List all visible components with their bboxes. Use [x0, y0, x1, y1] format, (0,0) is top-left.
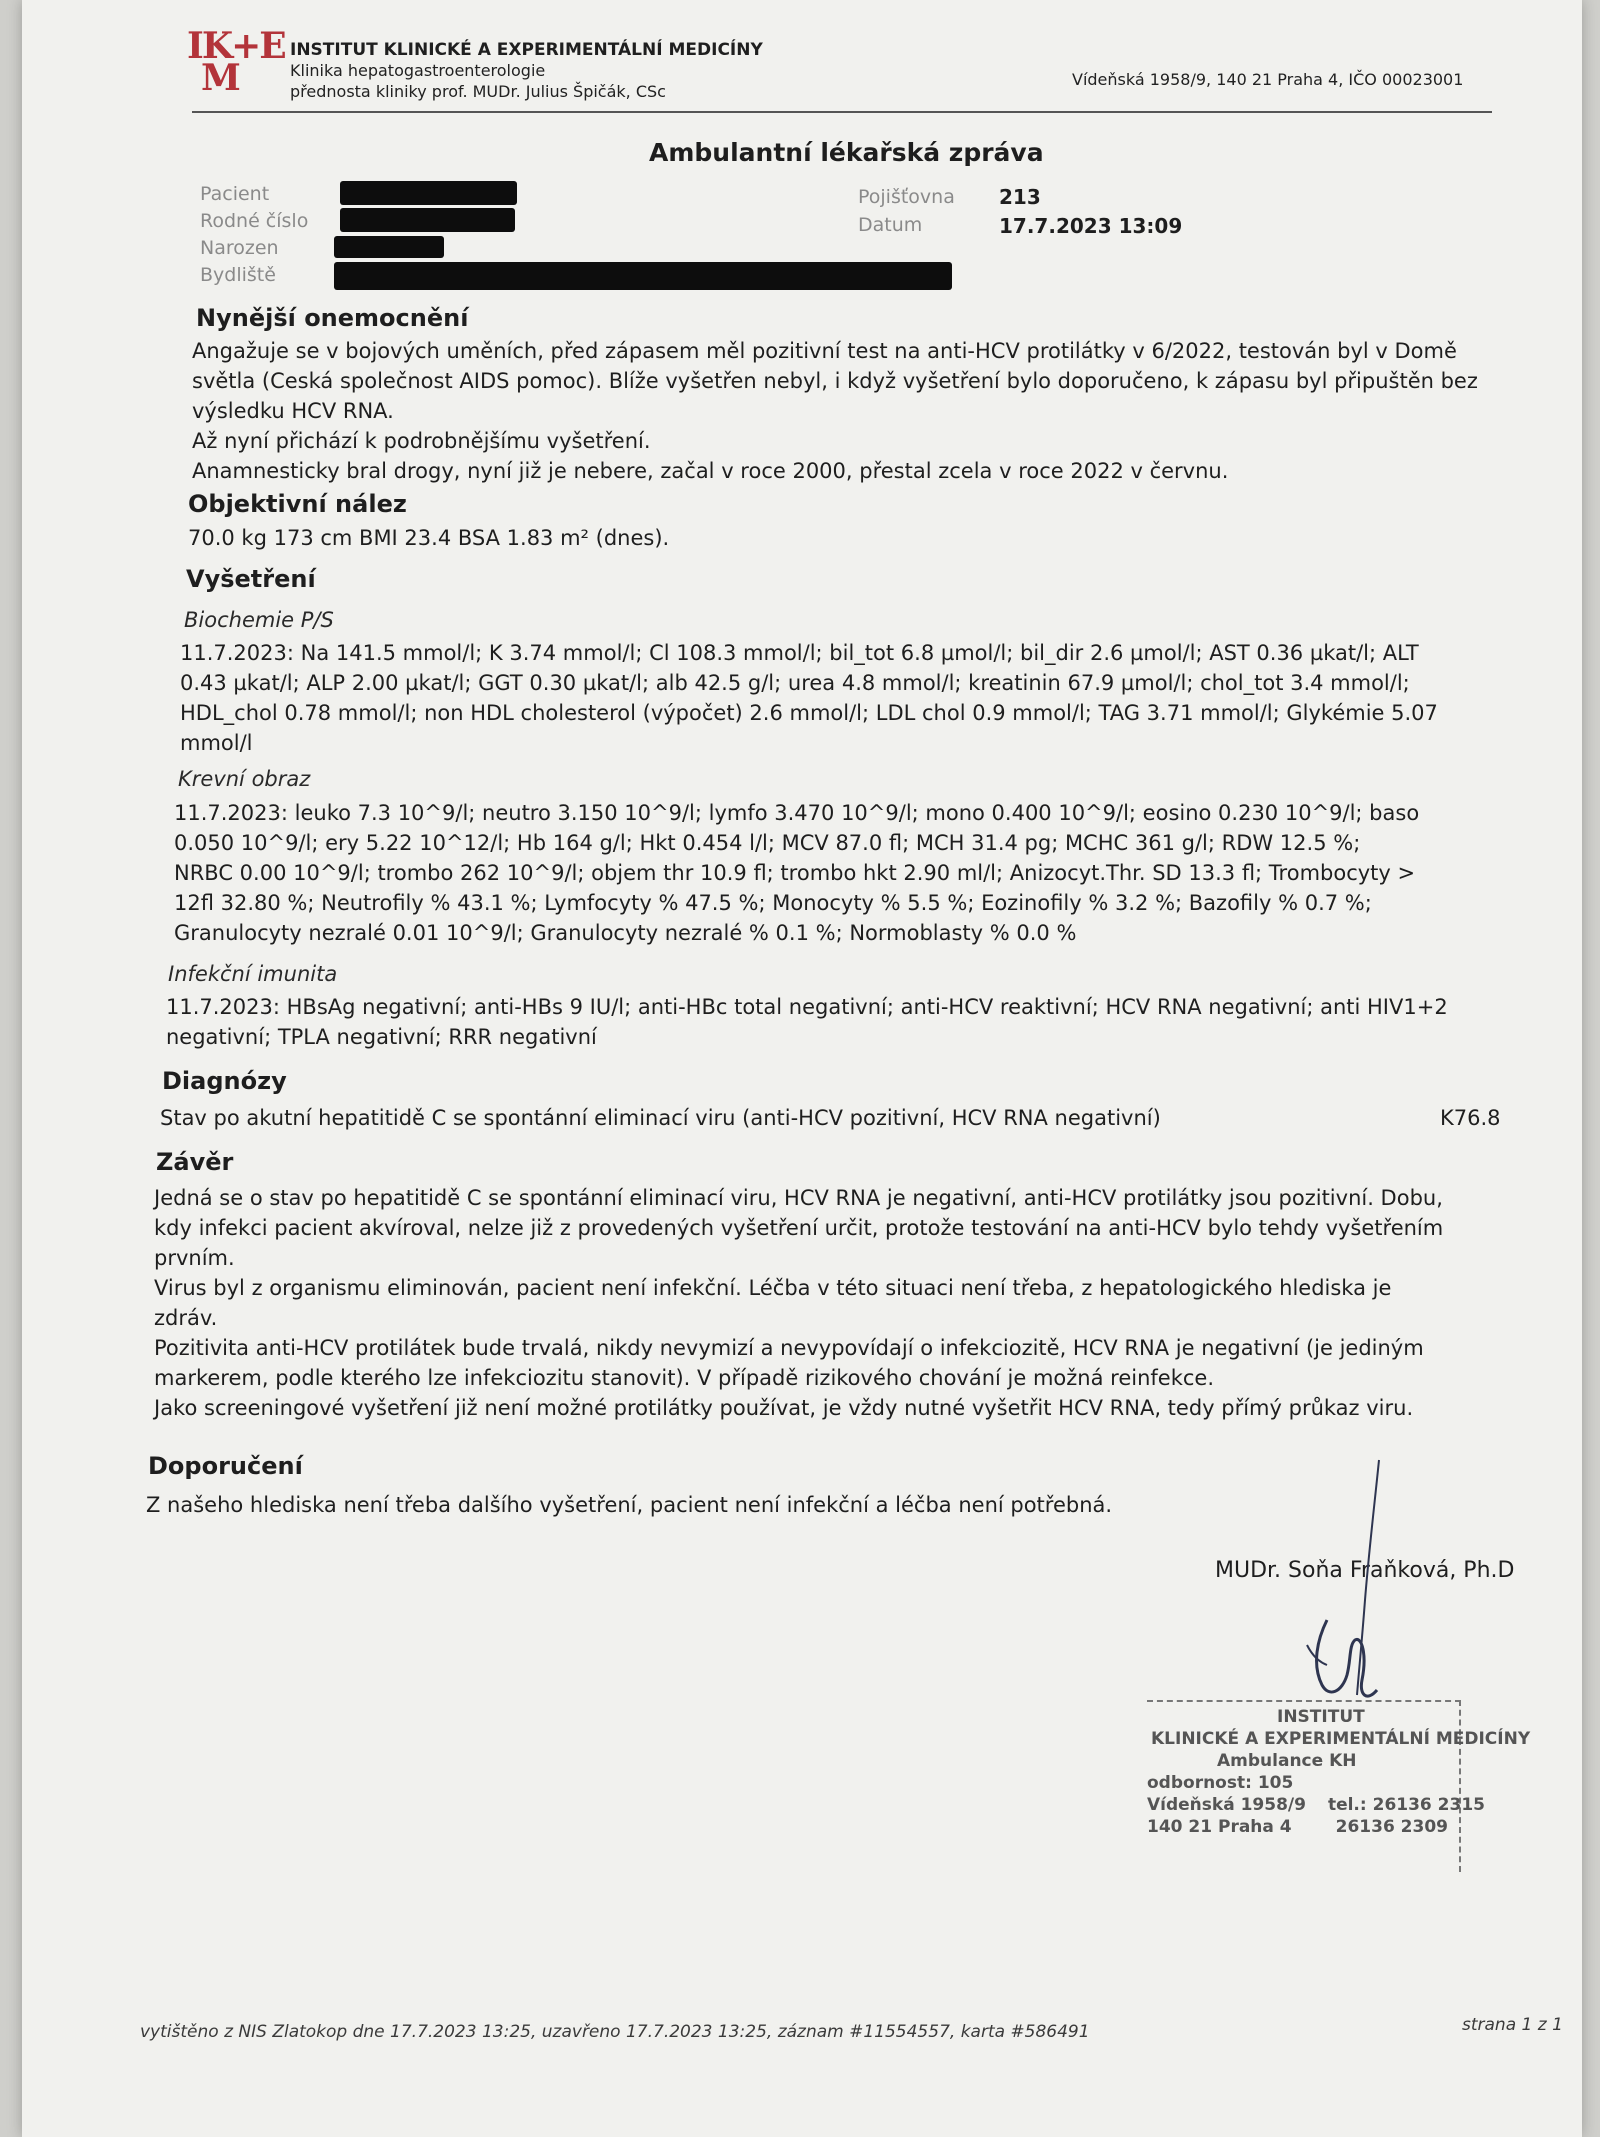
objective-heading: Objektivní nález: [188, 490, 407, 518]
conclusion-heading: Závěr: [156, 1148, 234, 1176]
ikem-logo: IK+E M: [187, 25, 285, 99]
objective-text: 70.0 kg 173 cm BMI 23.4 BSA 1.83 m² (dnes).: [188, 526, 670, 550]
institution-stamp: INSTITUT KLINICKÉ A EXPERIMENTÁLNÍ MEDICÍNY Ambulance KH odbornost: 105 Vídeňská 1958/9 tel.: 26136 2315 140 21 Praha 4 26136 2309: [1147, 1700, 1461, 1872]
conclusion-text: Jedná se o stav po hepatitidě C se spontánní eliminací viru, HCV RNA je negativní, anti-HCV protilátky jsou pozitivní. Dobu, kdy infekci pacient akvíroval, nelze již z provedených vyšetření určit, protože testování na anti-HCV bylo tehdy vyšetřením prvním. Virus byl z organismu eliminován, pacient není infekční. Léčba v této situaci není třeba, z hepatologického hlediska je zdráv. Pozitivita anti-HCV protilátek bude trvalá, nikdy nevymizí a nevypovídají o infekciozitě, HCV RNA je negativní (je jediným markerem, podle kterého lze infekciozitu stanovit). V případě rizikového chování je možná reinfekce. Jako screeningové vyšetření již není možné protilátky používat, je vždy nutné vyšetřit HCV RNA, tedy přímý průkaz viru.: [154, 1186, 1444, 1420]
doctor-name: MUDr. Soňa Fraňková, Ph.D: [1215, 1558, 1515, 1583]
date-value: 17.7.2023 13:09: [999, 214, 1183, 238]
patient-label: Pacient: [200, 183, 270, 205]
diagnoses-heading: Diagnózy: [162, 1067, 287, 1095]
blood-count-results: 11.7.2023: leuko 7.3 10^9/l; neutro 3.150 10^9/l; lymfo 3.470 10^9/l; mono 0.400 10^9/l; eosino 0.230 10^9/l; baso 0.050 10^9/l; ery 5.22 10^12/l; Hb 164 g/l; Hkt 0.454 l/l; MCV 87.0 fl; MCH 31.4 pg; MCHC 361 g/l; RDW 12.5 %; NRBC 0.00 10^9/l; trombo 262 10^9/l; objem thr 10.9 fl; trombo hkt 2.90 ml/l; Anizocyt.Thr. SD 13.3 fl; Trombocyty > 12fl 32.80 %; Neutrofily % 43.1 %; Lymfocyty % 47.5 %; Monocyty % 5.5 %; Eozinofily % 3.2 %; Bazofily % 0.7 %; Granulocyty nezralé 0.01 10^9/l; Granulocyty nezralé % 0.1 %; Normoblasty % 0.0 %: [174, 801, 1420, 945]
immunity-results: 11.7.2023: HBsAg negativní; anti-HBs 9 IU/l; anti-HBc total negativní; anti-HCV reaktivní; HCV RNA negativní; anti HIV1+2 negativní; TPLA negativní; RRR negativní: [166, 995, 1448, 1049]
date-label: Datum: [858, 214, 923, 236]
recommendation-heading: Doporučení: [148, 1452, 303, 1480]
biochemistry-results: 11.7.2023: Na 141.5 mmol/l; K 3.74 mmol/l; Cl 108.3 mmol/l; bil_tot 6.8 µmol/l; bil_dir 2.6 µmol/l; AST 0.36 µkat/l; ALT 0.43 µkat/l; ALP 2.00 µkat/l; GGT 0.30 µkat/l; alb 42.5 g/l; urea 4.8 mmol/l; kreatinin 67.9 µmol/l; chol_tot 3.4 mmol/l; HDL_chol 0.78 mmol/l; non HDL cholesterol (výpočet) 2.6 mmol/l; LDL chol 0.9 mmol/l; TAG 3.71 mmol/l; Glykémie 5.07 mmol/l: [180, 641, 1438, 755]
immunity-label: Infekční imunita: [168, 962, 338, 986]
current-illness-text: Angažuje se v bojových uměních, před zápasem měl pozitivní test na anti-HCV protilátky v 6/2022, testován byl v Domě světla (Ceská společnost AIDS pomoc). Blíže vyšetřen nebyl, i když vyšetření bylo doporučeno, k zápasu byl připuštěn bez výsledku HCV RNA. Až nyní přichází k podrobnějšímu vyšetření. Anamnesticky bral drogy, nyní již je nebere, začal v roce 2000, přestal zcela v roce 2022 v červnu.: [192, 339, 1478, 483]
report-page: [22, 0, 1582, 2137]
redacted-birth-date: [334, 236, 444, 258]
clinic-head: přednosta kliniky prof. MUDr. Julius Špičák, CSc: [290, 82, 666, 101]
blood-count-label: Krevní obraz: [178, 767, 311, 791]
insurance-label: Pojišťovna: [858, 186, 955, 208]
residence-label: Bydliště: [200, 264, 276, 286]
handwritten-signature: [1267, 1440, 1407, 1740]
diagnosis-code: K76.8: [1440, 1106, 1501, 1130]
page-number: strana 1 z 1: [1462, 2015, 1563, 2035]
biochemistry-label: Biochemie P/S: [184, 608, 334, 632]
recommendation-text: Z našeho hlediska není třeba dalšího vyšetření, pacient není infekční a léčba není potřebná.: [146, 1493, 1113, 1517]
redacted-birth-number: [340, 208, 515, 232]
print-footer: vytištěno z NIS Zlatokop dne 17.7.2023 13:25, uzavřeno 17.7.2023 13:25, záznam #11554557, karta #586491: [140, 2022, 1090, 2042]
redacted-address: [334, 262, 952, 290]
redacted-name: [340, 181, 517, 205]
header-divider: [192, 111, 1492, 113]
document-title: Ambulantní lékařská zpráva: [649, 138, 1044, 167]
institute-name: INSTITUT KLINICKÉ A EXPERIMENTÁLNÍ MEDICÍNY: [290, 40, 763, 60]
born-label: Narozen: [200, 237, 279, 259]
diagnosis-text: Stav po akutní hepatitidě C se spontánní eliminací viru (anti-HCV pozitivní, HCV RNA negativní): [160, 1106, 1161, 1130]
current-illness-heading: Nynější onemocnění: [196, 304, 469, 332]
insurance-value: 213: [999, 185, 1041, 209]
institute-address: Vídeňská 1958/9, 140 21 Praha 4, IČO 00023001: [1072, 70, 1464, 89]
birth-number-label: Rodné číslo: [200, 210, 309, 232]
clinic-name: Klinika hepatogastroenterologie: [290, 61, 546, 80]
examination-heading: Vyšetření: [186, 565, 316, 593]
